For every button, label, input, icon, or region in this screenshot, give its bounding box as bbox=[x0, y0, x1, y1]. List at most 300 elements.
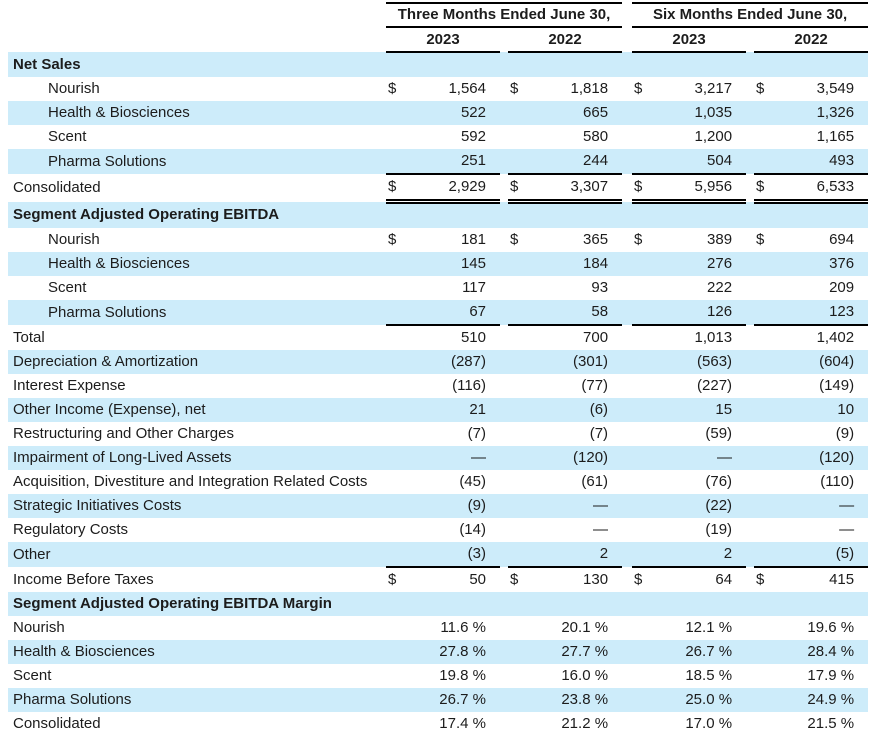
column-gap bbox=[746, 125, 754, 149]
cell-value: 11.6 % bbox=[440, 619, 486, 637]
row-label: Health & Biosciences bbox=[8, 640, 386, 664]
cell-value bbox=[534, 52, 622, 77]
cell-value: (45) bbox=[459, 473, 486, 491]
cell-value: (14) bbox=[459, 521, 486, 539]
dollar-sign bbox=[632, 325, 658, 350]
column-gap bbox=[622, 276, 632, 300]
dollar-sign: $ bbox=[510, 231, 519, 249]
cell-value: (563) bbox=[658, 350, 746, 374]
cell-value: (6) bbox=[534, 398, 622, 422]
dollar-sign bbox=[386, 101, 412, 125]
row-label: Nourish bbox=[48, 80, 100, 98]
dollar-sign bbox=[508, 712, 534, 736]
table-row bbox=[8, 616, 868, 640]
dollar-sign bbox=[386, 446, 412, 470]
period-header-row bbox=[8, 3, 868, 27]
cell-value: (227) bbox=[697, 377, 733, 395]
row-label: Net Sales bbox=[8, 52, 386, 77]
table-row bbox=[8, 252, 868, 276]
table-row bbox=[8, 77, 868, 101]
column-gap bbox=[500, 688, 508, 712]
cell-value: 2,929 bbox=[412, 174, 500, 202]
cell-value: 2 bbox=[658, 542, 746, 567]
cell-value: (9) bbox=[835, 425, 855, 443]
column-gap bbox=[622, 174, 632, 202]
dollar-sign: $ bbox=[756, 80, 765, 98]
cell-value: (604) bbox=[780, 350, 868, 374]
dollar-sign bbox=[632, 101, 658, 125]
row-label: Health & Biosciences bbox=[8, 101, 386, 125]
table-row bbox=[8, 174, 868, 202]
cell-value: (301) bbox=[534, 350, 622, 374]
dollar-sign bbox=[386, 202, 412, 229]
dollar-sign bbox=[386, 518, 412, 542]
cell-value: 184 bbox=[534, 252, 622, 276]
column-gap bbox=[622, 149, 632, 174]
dollar-sign bbox=[754, 52, 780, 77]
table-row bbox=[8, 712, 868, 736]
row-label: Consolidated bbox=[13, 179, 101, 197]
column-gap bbox=[500, 101, 508, 125]
year-header: 2023 bbox=[632, 27, 746, 52]
dollar-sign bbox=[632, 422, 658, 446]
dollar-sign bbox=[632, 149, 658, 174]
column-gap bbox=[500, 592, 508, 616]
dollar-sign bbox=[386, 398, 412, 422]
column-gap bbox=[500, 149, 508, 174]
column-gap bbox=[500, 494, 508, 518]
dollar-sign bbox=[754, 101, 780, 125]
period-group-header: Three Months Ended June 30, bbox=[386, 3, 622, 27]
table-row bbox=[8, 422, 868, 446]
dollar-sign bbox=[386, 300, 412, 325]
dollar-sign bbox=[508, 398, 534, 422]
dollar-sign bbox=[508, 52, 534, 77]
dollar-sign bbox=[632, 664, 658, 688]
dollar-sign bbox=[386, 276, 412, 300]
column-gap bbox=[622, 688, 632, 712]
row-label: Pharma Solutions bbox=[8, 149, 386, 174]
dollar-sign bbox=[508, 422, 534, 446]
cell-value: 64 bbox=[715, 571, 733, 589]
dollar-sign: $ bbox=[388, 571, 397, 589]
dollar-sign bbox=[754, 592, 780, 616]
cell-value: 2 bbox=[534, 542, 622, 567]
column-gap bbox=[622, 567, 632, 592]
cell-value: 209 bbox=[829, 279, 855, 297]
table-row bbox=[8, 592, 868, 616]
cell-value: 58 bbox=[534, 300, 622, 325]
dollar-sign bbox=[508, 101, 534, 125]
column-gap bbox=[622, 470, 632, 494]
row-label: Scent bbox=[13, 667, 52, 685]
column-gap bbox=[746, 470, 754, 494]
cell-value: 244 bbox=[534, 149, 622, 174]
cell-value: 93 bbox=[591, 279, 609, 297]
cell-value: (120) bbox=[534, 446, 622, 470]
dollar-sign bbox=[508, 149, 534, 174]
column-gap bbox=[746, 202, 754, 229]
period-group-header: Six Months Ended June 30, bbox=[632, 3, 868, 27]
column-gap bbox=[622, 202, 632, 229]
column-gap bbox=[500, 616, 508, 640]
cell-value: 123 bbox=[780, 300, 868, 325]
cell-value: (7) bbox=[589, 425, 609, 443]
table-row bbox=[8, 325, 868, 350]
cell-value: 1,564 bbox=[448, 80, 486, 98]
table-row bbox=[8, 542, 868, 567]
column-gap bbox=[746, 27, 754, 52]
column-gap bbox=[622, 27, 632, 52]
table-row bbox=[8, 125, 868, 149]
cell-value: 10 bbox=[780, 398, 868, 422]
cell-value: (120) bbox=[780, 446, 868, 470]
dollar-sign bbox=[386, 712, 412, 736]
cell-value: 28.4 % bbox=[780, 640, 868, 664]
dollar-sign bbox=[632, 616, 658, 640]
cell-value: — bbox=[412, 446, 500, 470]
column-gap bbox=[500, 174, 508, 202]
dollar-sign bbox=[754, 276, 780, 300]
cell-value: (5) bbox=[780, 542, 868, 567]
year-header-row bbox=[8, 27, 868, 52]
cell-value: 27.7 % bbox=[534, 640, 622, 664]
cell-value: 21 bbox=[412, 398, 500, 422]
dollar-sign bbox=[632, 276, 658, 300]
column-gap bbox=[500, 664, 508, 688]
row-label: Other Income (Expense), net bbox=[8, 398, 386, 422]
cell-value: — bbox=[534, 494, 622, 518]
row-label: Nourish bbox=[48, 231, 100, 249]
table-row bbox=[8, 202, 868, 229]
table-row bbox=[8, 688, 868, 712]
dollar-sign bbox=[754, 350, 780, 374]
dollar-sign bbox=[754, 664, 780, 688]
dollar-sign bbox=[386, 252, 412, 276]
cell-value: 16.0 % bbox=[561, 667, 609, 685]
cell-value: 276 bbox=[658, 252, 746, 276]
column-gap bbox=[622, 422, 632, 446]
dollar-sign bbox=[386, 374, 412, 398]
dollar-sign bbox=[632, 592, 658, 616]
column-gap bbox=[500, 542, 508, 567]
column-gap bbox=[500, 374, 508, 398]
dollar-sign: $ bbox=[386, 174, 412, 202]
cell-value: 50 bbox=[469, 571, 486, 589]
row-label: Scent bbox=[48, 128, 87, 146]
cell-value: 389 bbox=[707, 231, 733, 249]
cell-value: 5,956 bbox=[658, 174, 746, 202]
row-label: Segment Adjusted Operating EBITDA bbox=[8, 202, 386, 229]
cell-value: 19.6 % bbox=[807, 619, 855, 637]
column-gap bbox=[746, 518, 754, 542]
column-gap bbox=[746, 688, 754, 712]
cell-value: 222 bbox=[707, 279, 733, 297]
column-gap bbox=[622, 52, 632, 77]
column-gap bbox=[622, 712, 632, 736]
column-gap bbox=[500, 518, 508, 542]
dollar-sign bbox=[632, 125, 658, 149]
column-gap bbox=[746, 422, 754, 446]
dollar-sign bbox=[508, 494, 534, 518]
column-gap bbox=[622, 101, 632, 125]
table-row bbox=[8, 300, 868, 325]
cell-value: 15 bbox=[658, 398, 746, 422]
dollar-sign: $ bbox=[634, 80, 643, 98]
dollar-sign bbox=[754, 300, 780, 325]
column-gap bbox=[746, 174, 754, 202]
column-gap bbox=[622, 125, 632, 149]
dollar-sign bbox=[632, 350, 658, 374]
column-gap bbox=[500, 446, 508, 470]
cell-value: 504 bbox=[658, 149, 746, 174]
cell-value: 1,013 bbox=[694, 329, 733, 347]
column-gap bbox=[622, 398, 632, 422]
cell-value: 126 bbox=[658, 300, 746, 325]
row-label: Impairment of Long-Lived Assets bbox=[8, 446, 386, 470]
row-label: Health & Biosciences bbox=[8, 252, 386, 276]
cell-value: 21.5 % bbox=[807, 715, 855, 733]
cell-value: 415 bbox=[829, 571, 855, 589]
column-gap bbox=[622, 542, 632, 567]
dollar-sign bbox=[754, 542, 780, 567]
cell-value: 1,326 bbox=[780, 101, 868, 125]
column-gap bbox=[500, 27, 508, 52]
column-gap bbox=[622, 518, 632, 542]
row-label: Acquisition, Divestiture and Integration Related Costs bbox=[13, 473, 368, 491]
dollar-sign: $ bbox=[388, 231, 397, 249]
column-gap bbox=[746, 101, 754, 125]
column-gap bbox=[622, 325, 632, 350]
cell-value: 522 bbox=[412, 101, 500, 125]
cell-value: 145 bbox=[412, 252, 500, 276]
column-gap bbox=[746, 276, 754, 300]
table-row bbox=[8, 350, 868, 374]
cell-value: (287) bbox=[412, 350, 500, 374]
cell-value: (3) bbox=[412, 542, 500, 567]
column-gap bbox=[500, 470, 508, 494]
cell-value: 23.8 % bbox=[534, 688, 622, 712]
dollar-sign bbox=[386, 640, 412, 664]
column-gap bbox=[500, 125, 508, 149]
column-gap bbox=[622, 616, 632, 640]
table-row bbox=[8, 149, 868, 174]
dollar-sign bbox=[508, 542, 534, 567]
cell-value: 24.9 % bbox=[780, 688, 868, 712]
cell-value: 17.4 % bbox=[439, 715, 486, 733]
row-label: Pharma Solutions bbox=[8, 300, 386, 325]
dollar-sign bbox=[508, 276, 534, 300]
dollar-sign: $ bbox=[634, 231, 643, 249]
cell-value: (19) bbox=[705, 521, 733, 539]
column-gap bbox=[500, 202, 508, 229]
column-gap bbox=[500, 712, 508, 736]
column-gap bbox=[746, 77, 754, 101]
column-gap bbox=[746, 300, 754, 325]
cell-value bbox=[534, 592, 622, 616]
dollar-sign bbox=[632, 712, 658, 736]
cell-value: 251 bbox=[412, 149, 500, 174]
cell-value: 17.0 % bbox=[685, 715, 733, 733]
dollar-sign bbox=[754, 446, 780, 470]
cell-value: 3,217 bbox=[694, 80, 733, 98]
cell-value bbox=[658, 202, 746, 229]
column-gap bbox=[500, 640, 508, 664]
dollar-sign bbox=[754, 422, 780, 446]
cell-value: 580 bbox=[583, 128, 609, 146]
row-label: Depreciation & Amortization bbox=[8, 350, 386, 374]
row-label: Nourish bbox=[13, 619, 65, 637]
dollar-sign bbox=[632, 518, 658, 542]
dollar-sign bbox=[386, 52, 412, 77]
cell-value: (77) bbox=[581, 377, 609, 395]
table-row bbox=[8, 276, 868, 300]
column-gap bbox=[746, 494, 754, 518]
dollar-sign bbox=[632, 640, 658, 664]
cell-value bbox=[658, 52, 746, 77]
financial-table bbox=[8, 2, 868, 736]
cell-value: (149) bbox=[819, 377, 855, 395]
dollar-sign bbox=[386, 542, 412, 567]
dollar-sign bbox=[386, 125, 412, 149]
column-gap bbox=[622, 350, 632, 374]
row-label: Segment Adjusted Operating EBITDA Margin bbox=[8, 592, 386, 616]
cell-value: 21.2 % bbox=[561, 715, 609, 733]
column-gap bbox=[746, 52, 754, 77]
column-gap bbox=[500, 228, 508, 252]
cell-value bbox=[658, 592, 746, 616]
cell-value: 19.8 % bbox=[439, 667, 486, 685]
dollar-sign bbox=[508, 350, 534, 374]
dollar-sign bbox=[754, 518, 780, 542]
cell-value: 117 bbox=[462, 279, 486, 297]
row-label: Regulatory Costs bbox=[13, 521, 129, 539]
dollar-sign bbox=[508, 125, 534, 149]
cell-value bbox=[780, 202, 868, 229]
dollar-sign bbox=[508, 592, 534, 616]
dollar-sign: $ bbox=[634, 571, 643, 589]
table-row bbox=[8, 470, 868, 494]
cell-value: 181 bbox=[460, 231, 486, 249]
cell-value: (22) bbox=[658, 494, 746, 518]
row-label: Other bbox=[8, 542, 386, 567]
cell-value: — bbox=[658, 446, 746, 470]
cell-value: 1,818 bbox=[570, 80, 609, 98]
column-gap bbox=[500, 325, 508, 350]
dollar-sign: $ bbox=[510, 80, 519, 98]
cell-value: 26.7 % bbox=[412, 688, 500, 712]
column-gap bbox=[746, 325, 754, 350]
column-gap bbox=[746, 350, 754, 374]
dollar-sign bbox=[508, 664, 534, 688]
header-spacer bbox=[8, 27, 386, 52]
column-gap bbox=[500, 276, 508, 300]
column-gap bbox=[622, 3, 632, 27]
dollar-sign bbox=[754, 616, 780, 640]
cell-value: (9) bbox=[412, 494, 500, 518]
cell-value: 510 bbox=[460, 329, 486, 347]
column-gap bbox=[746, 398, 754, 422]
column-gap bbox=[500, 77, 508, 101]
cell-value: 700 bbox=[583, 329, 609, 347]
cell-value: 365 bbox=[583, 231, 609, 249]
cell-value: 665 bbox=[534, 101, 622, 125]
column-gap bbox=[622, 446, 632, 470]
cell-value: — bbox=[839, 521, 855, 539]
dollar-sign bbox=[754, 470, 780, 494]
column-gap bbox=[746, 542, 754, 567]
cell-value: 25.0 % bbox=[658, 688, 746, 712]
column-gap bbox=[746, 567, 754, 592]
column-gap bbox=[500, 252, 508, 276]
column-gap bbox=[500, 300, 508, 325]
table-row bbox=[8, 640, 868, 664]
dollar-sign bbox=[508, 470, 534, 494]
dollar-sign bbox=[754, 494, 780, 518]
dollar-sign bbox=[754, 688, 780, 712]
row-label: Total bbox=[13, 328, 45, 346]
dollar-sign bbox=[508, 300, 534, 325]
cell-value: 1,035 bbox=[658, 101, 746, 125]
dollar-sign bbox=[508, 325, 534, 350]
dollar-sign bbox=[754, 149, 780, 174]
column-gap bbox=[500, 567, 508, 592]
table-row bbox=[8, 398, 868, 422]
dollar-sign bbox=[632, 52, 658, 77]
cell-value: 130 bbox=[583, 571, 609, 589]
cell-value bbox=[412, 202, 500, 229]
cell-value: 1,165 bbox=[816, 128, 855, 146]
table-row bbox=[8, 374, 868, 398]
dollar-sign bbox=[632, 542, 658, 567]
dollar-sign bbox=[632, 252, 658, 276]
row-label: Restructuring and Other Charges bbox=[13, 425, 234, 443]
row-label: Consolidated bbox=[13, 715, 101, 733]
table-row bbox=[8, 518, 868, 542]
cell-value: 18.5 % bbox=[685, 667, 733, 685]
column-gap bbox=[746, 446, 754, 470]
cell-value bbox=[534, 202, 622, 229]
dollar-sign bbox=[632, 202, 658, 229]
cell-value bbox=[780, 52, 868, 77]
table-row bbox=[8, 52, 868, 77]
dollar-sign bbox=[386, 592, 412, 616]
cell-value: — bbox=[593, 521, 609, 539]
dollar-sign bbox=[754, 640, 780, 664]
table-body bbox=[8, 52, 868, 736]
cell-value: (61) bbox=[581, 473, 609, 491]
cell-value: 3,307 bbox=[534, 174, 622, 202]
column-gap bbox=[746, 664, 754, 688]
dollar-sign bbox=[508, 446, 534, 470]
column-gap bbox=[622, 300, 632, 325]
table-row bbox=[8, 494, 868, 518]
cell-value: 20.1 % bbox=[561, 619, 609, 637]
cell-value: 493 bbox=[780, 149, 868, 174]
dollar-sign: $ bbox=[632, 174, 658, 202]
cell-value: (59) bbox=[705, 425, 733, 443]
dollar-sign bbox=[632, 494, 658, 518]
dollar-sign: $ bbox=[510, 571, 519, 589]
dollar-sign: $ bbox=[388, 80, 397, 98]
dollar-sign bbox=[754, 125, 780, 149]
cell-value: 376 bbox=[780, 252, 868, 276]
column-gap bbox=[622, 640, 632, 664]
dollar-sign bbox=[754, 712, 780, 736]
header-spacer bbox=[8, 3, 386, 27]
dollar-sign bbox=[386, 664, 412, 688]
dollar-sign bbox=[754, 202, 780, 229]
